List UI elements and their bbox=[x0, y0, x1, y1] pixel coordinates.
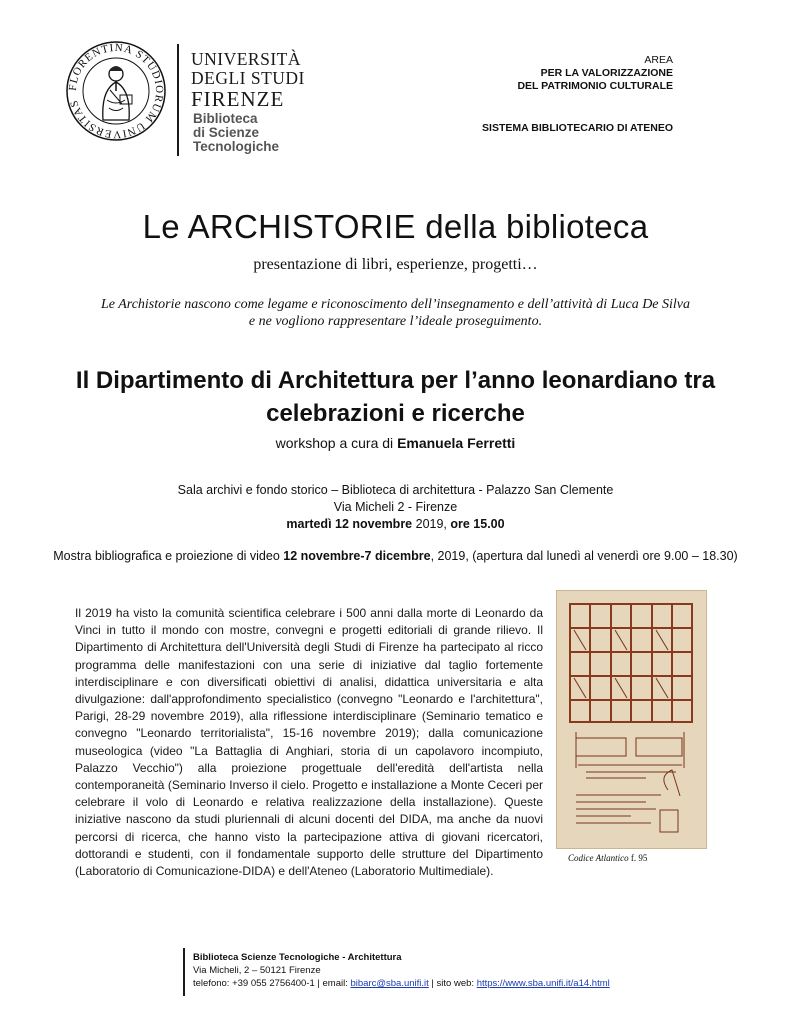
area-label: AREA bbox=[644, 54, 673, 66]
footer-phone: telefono: +39 055 2756400-1 | email: bbox=[193, 978, 351, 989]
venue-datetime bbox=[0, 516, 791, 533]
footer-contacts bbox=[193, 951, 610, 990]
event-title bbox=[50, 364, 741, 430]
sistema-bibliotecario: SISTEMA BIBLIOTECARIO DI ATENEO bbox=[482, 122, 673, 134]
area-line: PER LA VALORIZZAZIONE bbox=[540, 67, 673, 79]
footer-separator: | sito web: bbox=[428, 978, 477, 989]
intro-line: Le Archistorie nascono come legame e riconoscimento dell’insegnamento e dell’attività di Luca De Silva bbox=[100, 297, 691, 312]
footer-contact-line bbox=[193, 977, 610, 990]
university-name bbox=[191, 50, 305, 110]
header-divider bbox=[177, 44, 179, 156]
venue-date: martedì 12 novembre bbox=[286, 517, 413, 531]
body-paragraph: Il 2019 ha visto la comunità scientifica celebrare i 500 anni dalla morte di Leonardo da Vinci in tutto il mondo con mostre, convegni e progetti editoriali di grande rilievo. Il Dipartimento di Architettura dell'Università degli Studi di Firenze ha partecipato al ricco programma delle manifestazioni con una serie di iniziative dal taglio fortemente interdisciplinare e con diversificati obiettivi di analisi, didattica universitaria e alta divulgazione: dall'approfondimento specialistico (convegno "Leonardo e l'architettura", Parigi, 28-29 novembre 2019), alla riflessione interdisciplinare (Seminario tematico e convegno "Leonardo territorialista", 15-16 novembre 2019); dalla comunicazione museologica (video "La Battaglia di Anghiari, storia di un capolavoro incompiuto, Palazzo Vecchio") alla proiezione progettuale dell'eredità dell'artista nella contemporaneità (Seminario Inverso il cielo. Progetto e installazione a Monte Ceceri per celebrare il volo di Leonardo e relativa realizzazione della installazione). Queste iniziative nascono da studi pluriennali di alcuni docenti del DIDA, ma anche da nuovi percorsi di ricerca, che hanno visto la partecipazione attiva di giovani ricercatori, dottorandi e studenti, con il fondamentale supporto delle strutture del Dipartimento (Laboratorio di Comunicazione-DIDA) e dell'Ateneo (Laboratorio Multimediale). bbox=[75, 606, 543, 879]
exhibition-info bbox=[0, 549, 791, 563]
venue-date-mid: 2019, bbox=[412, 517, 451, 531]
caption-title: Codice Atlantico bbox=[568, 853, 629, 863]
intro-text bbox=[60, 296, 731, 330]
event-title-line: celebrazioni e ricerche bbox=[266, 400, 525, 427]
footer-divider bbox=[183, 948, 185, 996]
venue-info bbox=[0, 482, 791, 533]
venue-time: ore 15.00 bbox=[450, 517, 505, 531]
library-line: Tecnologiche bbox=[193, 139, 280, 154]
university-line: DEGLI STUDI bbox=[191, 68, 305, 88]
email-link[interactable]: bibarc@sba.unifi.it bbox=[350, 978, 429, 989]
caption-folio: f. 95 bbox=[628, 853, 648, 863]
area-heading bbox=[517, 54, 673, 93]
mostra-prefix: Mostra bibliografica e proiezione di video bbox=[53, 549, 284, 563]
workshop-curator: Emanuela Ferretti bbox=[397, 435, 516, 451]
university-line: FIRENZE bbox=[191, 87, 285, 111]
workshop-prefix: workshop a cura di bbox=[275, 435, 398, 451]
website-link[interactable]: https://www.sba.unifi.it/a14.html bbox=[476, 978, 610, 989]
event-title-line: Il Dipartimento di Architettura per l’anno leonardiano tra bbox=[75, 367, 716, 394]
library-line: Biblioteca bbox=[193, 111, 258, 126]
venue-line: Via Micheli 2 - Firenze bbox=[333, 500, 458, 514]
area-line: DEL PATRIMONIO CULTURALE bbox=[517, 80, 673, 92]
mostra-dates: 12 novembre-7 dicembre bbox=[283, 549, 431, 563]
university-line: UNIVERSITÀ bbox=[191, 49, 301, 69]
seal-text: FLORENTINA STUDIORUM UNIVERSITAS bbox=[66, 41, 166, 141]
library-line: di Scienze bbox=[193, 125, 260, 140]
footer-library-name: Biblioteca Scienze Tecnologiche - Architettura bbox=[193, 952, 402, 963]
page-title: Le ARCHISTORIE della biblioteca bbox=[142, 208, 649, 245]
page-subtitle: presentazione di libri, esperienze, progetti… bbox=[253, 256, 538, 273]
image-caption bbox=[568, 853, 647, 863]
intro-line: e ne vogliono rappresentare l’ideale proseguimento. bbox=[248, 314, 543, 329]
university-seal bbox=[65, 40, 167, 142]
mostra-suffix: , 2019, (apertura dal lunedì al venerdì ore 9.00 – 18.30) bbox=[430, 549, 738, 563]
venue-line: Sala archivi e fondo storico – Biblioteca di architettura - Palazzo San Clemente bbox=[177, 483, 614, 497]
codex-drawing-image bbox=[556, 590, 707, 849]
library-name bbox=[193, 112, 279, 154]
workshop-credit bbox=[0, 435, 791, 451]
footer-address: Via Micheli, 2 – 50121 Firenze bbox=[193, 965, 321, 976]
